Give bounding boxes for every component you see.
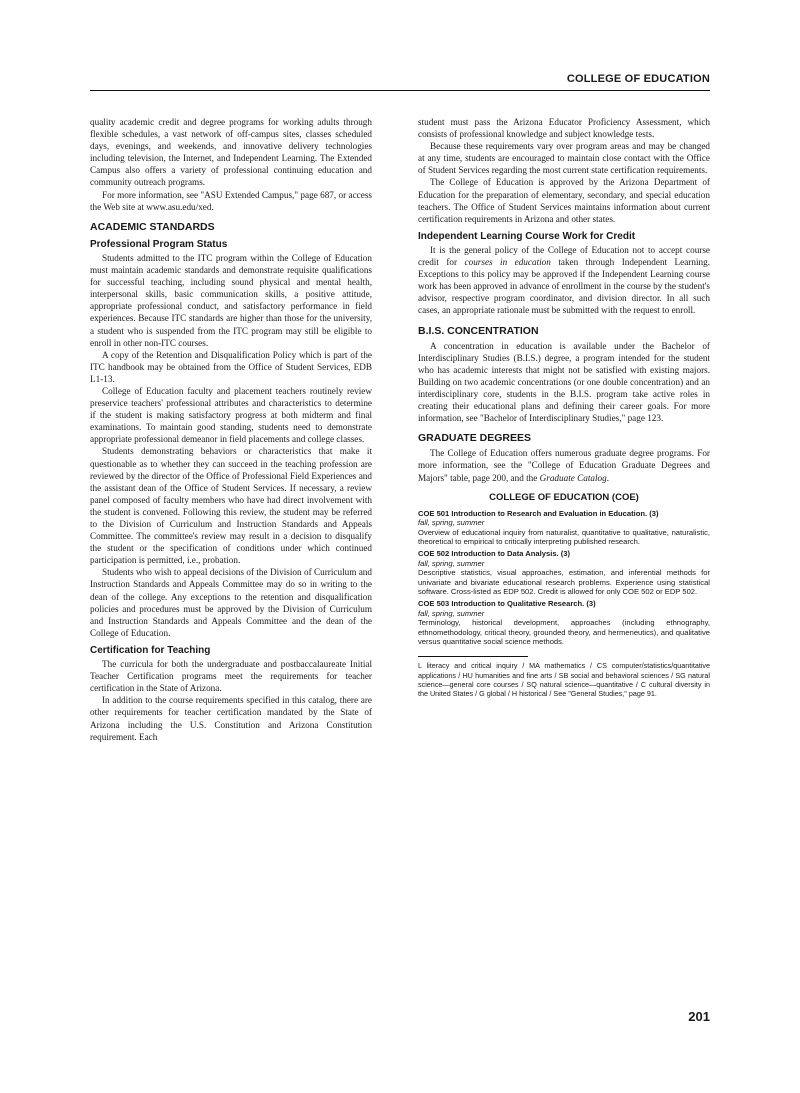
text-run: . <box>606 472 610 483</box>
paragraph: Because these requirements vary over program areas and may be changed at any time, students are encouraged to maintain close contact with the Office of Student Services regarding the most current state certification requirements. <box>418 141 710 176</box>
italic-run: Graduate Catalog <box>539 472 607 483</box>
course-semester: fall, spring, summer <box>418 518 485 528</box>
paragraph: A concentration in education is available under the Bachelor of Interdisciplinary Studies (B.I.S.) degree, a program intended for the student who has academic interests that might not be satisfied with existing majors. Building on two academic concentrations (or one double concentration) and an interdisciplinary core, students in the B.I.S. program take active roles in creating their educational plans and defining their career goals. For more information, see "Bachelor of Interdisciplinary Studies," page 123. <box>418 340 710 424</box>
paragraph: A copy of the Retention and Disqualification Policy which is part of the ITC handbook may be obtained from the Office of Student Services, EDB L1-13. <box>90 349 372 384</box>
course-description: Descriptive statistics, visual approaches, estimation, and inferential methods for univariate and bivariate educational research problems. Experience using statistical software. Cross-listed as EDP 502. Credit is allowed for only COE 502 or EDP 502. <box>418 568 710 596</box>
running-header: COLLEGE OF EDUCATION <box>566 73 710 85</box>
paragraph: The College of Education is approved by the Arizona Department of Education for the preparation of elementary, secondary, and special education teachers. The Office of Student Services maintains information about current certification requirements in Arizona and other states. <box>418 177 710 224</box>
paragraph: In addition to the course requirements specified in this catalog, there are other requirements for teacher certification mandated by the State of Arizona including the U.S. Constitution and Arizona Constitution requirement. Each <box>90 695 372 742</box>
course-title: COE 501 Introduction to Research and Evaluation in Education. (3) <box>418 508 659 518</box>
course-semester: fall, spring, summer <box>418 608 485 618</box>
paragraph <box>418 447 710 483</box>
section-heading-bis: B.I.S. CONCENTRATION <box>418 324 539 337</box>
footnote: L literacy and critical inquiry / MA mathematics / CS computer/statistics/quantitative applications / HU humanities and fine arts / SB social and behavioral sciences / SG natural science—general core courses / SQ natural science—quantitative / C cultural diversity in the United States / G global / H historical / See "General Studies," page 91. <box>418 661 710 699</box>
paragraph: Students demonstrating behaviors or characteristics that make it questionable as to whether they can succeed in the teaching profession are reviewed by the director of the Office of Professional Field Experiences and the assistant dean of the Office of Student Services. If necessary, a review panel composed of faculty members who have had direct involvement with the student is convened. Following this review, the student may be referred to the Division of Curriculum and Instruction Standards and Appeals Committee. The committee's review may result in a decision to disqualify the student or the specification of conditions under which continued participation is permitted, i.e., probation. <box>90 446 372 566</box>
course-list-heading: COLLEGE OF EDUCATION (COE) <box>489 491 639 503</box>
course-entry <box>418 549 710 596</box>
paragraph: student must pass the Arizona Educator Proficiency Assessment, which consists of professional knowledge and subject knowledge tests. <box>418 117 710 140</box>
course-title: COE 503 Introduction to Qualitative Research. (3) <box>418 599 596 609</box>
header-rule <box>90 90 710 91</box>
paragraph: Students admitted to the ITC program within the College of Education must maintain academic standards and demonstrate requisite qualifications for successful teaching, including sound physical and mental health, interpersonal skills, basic communication skills, a positive attitude, appropriate professional conduct, and satisfactory performance in field experiences. Because ITC standards are higher than those for the university, a student who is suspended from the ITC program may still be eligible to enroll in other non-ITC courses. <box>90 252 372 348</box>
course-entry <box>418 599 710 646</box>
paragraph: College of Education faculty and placement teachers routinely review preservice teachers' professional attributes and characteristics to determine if the student is making satisfactory progress at both midterm and final examinations. To maintain good standing, students need to demonstrate appropriate professional demeanor in field placements and college classes. <box>90 385 372 445</box>
paragraph: The curricula for both the undergraduate and postbaccalaureate Initial Teacher Certification programs meet the requirements for teacher certification in the State of Arizona. <box>90 659 372 694</box>
footnote-rule <box>418 656 528 657</box>
course-title: COE 502 Introduction to Data Analysis. (3) <box>418 549 571 559</box>
course-description: Overview of educational inquiry from naturalist, quantitative to qualitative, naturalistic, theoretical to empirical to critically interpreting published research. <box>418 527 710 546</box>
italic-run: courses in education <box>464 257 551 268</box>
paragraph <box>418 244 710 317</box>
section-heading-academic-standards: ACADEMIC STANDARDS <box>90 220 215 233</box>
subheading-professional-program-status: Professional Program Status <box>90 238 228 250</box>
right-column <box>418 116 710 698</box>
page-number: 201 <box>688 1009 710 1024</box>
course-entry <box>418 509 710 547</box>
text-run: The College of Education offers numerous graduate degree programs. For more information, see the "College of Education Graduate Degrees and Majors" table, page 200, and the <box>418 448 710 483</box>
left-column <box>90 116 372 743</box>
course-semester: fall, spring, summer <box>418 558 485 568</box>
paragraph: For more information, see "ASU Extended Campus," page 687, or access the Web site at www.asu.edu/xed. <box>90 189 372 212</box>
text-run: It is the general policy of the College of Education not to accept course credit for <box>418 244 710 268</box>
course-description: Terminology, historical development, approaches (including ethnography, ethnomethodology, critical theory, grounded theory, and hermeneutics), and qualitative versus quantitative social science methods. <box>418 618 710 646</box>
subheading-certification: Certification for Teaching <box>90 644 211 656</box>
subheading-independent-learning: Independent Learning Course Work for Credit <box>418 230 636 242</box>
section-heading-graduate: GRADUATE DEGREES <box>418 432 531 445</box>
paragraph: quality academic credit and degree programs for working adults through flexible schedules, a vast network of off-campus sites, classes scheduled days, evenings, and weekends, and innovative delivery technologies including television, the Internet, and Independent Learning. The Extended Campus also offers a variety of professional continuing education and community outreach programs. <box>90 117 372 188</box>
text-run: taken through Independent Learning. Exceptions to this policy may be approved if the Independent Learning course work has been approved in advance of enrollment in the course by the student's advisor, respective program coordinator, and division director. In all such cases, an appropriate rationale must be submitted with the request to enroll. <box>418 257 710 316</box>
paragraph: Students who wish to appeal decisions of the Division of Curriculum and Instruction Standards and Appeals Committee may do so in writing to the dean of the college. Any exceptions to the retention and disqualification policies and procedures must be approved by the Division of Curriculum and Instruction Standards and Appeals Committee and the dean of the College of Education. <box>90 567 372 638</box>
